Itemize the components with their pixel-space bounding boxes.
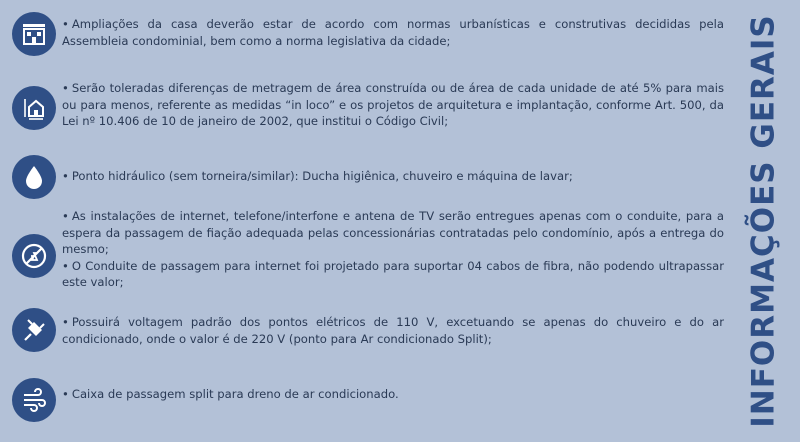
- side-title-text: INFORMAÇÕES GERAIS: [746, 14, 782, 428]
- house-measure-icon: [12, 86, 56, 130]
- side-title: [742, 0, 786, 442]
- item-3-text-1: • Ponto hidráulico (sem torneira/similar): Ducha higiênica, chuveiro e máquina de lavar;: [62, 169, 573, 183]
- item-6-text-1: • Caixa de passagem split para dreno de ar condicionado.: [62, 387, 399, 401]
- water-drop-icon: [12, 155, 56, 199]
- item-2-text-1: • Serão toleradas diferenças de metragem de área construída ou de área de cada unidade de até 5% para mais ou para menos, referente as medidas “in loco” e os projetos de arquitetura e implantação, conforme Art. 500, da Lei nº 10.406 de 10 de janeiro de 2002, que institui o Código Civil;: [62, 81, 724, 128]
- item-4-text-1: • As instalações de internet, telefone/interfone e antena de TV serão entregues apenas com o conduite, para a espera da passagem de fiação adequada pelas concessionárias contratadas pelo condomínio, após a entrega do mesmo;: [62, 209, 724, 256]
- item-1-text-1: • Ampliações da casa deverão estar de acordo com normas urbanísticas e construtivas decididas pela Assembleia condominial, bem como a norma legislativa da cidade;: [62, 17, 724, 48]
- internet-conduit-icon: [12, 234, 56, 278]
- item-5-text-1: • Possuirá voltagem padrão dos pontos elétricos de 110 V, excetuando se apenas do chuveiro e do ar condicionado, onde o valor é de 220 V (ponto para Ar condicionado Split);: [62, 315, 724, 346]
- air-flow-icon: [12, 378, 56, 422]
- electric-plug-icon: [12, 308, 56, 352]
- house-building-icon: [12, 12, 56, 56]
- item-4-text-2: • O Conduite de passagem para internet foi projetado para suportar 04 cabos de fibra, não podendo ultrapassar este valor;: [62, 258, 724, 289]
